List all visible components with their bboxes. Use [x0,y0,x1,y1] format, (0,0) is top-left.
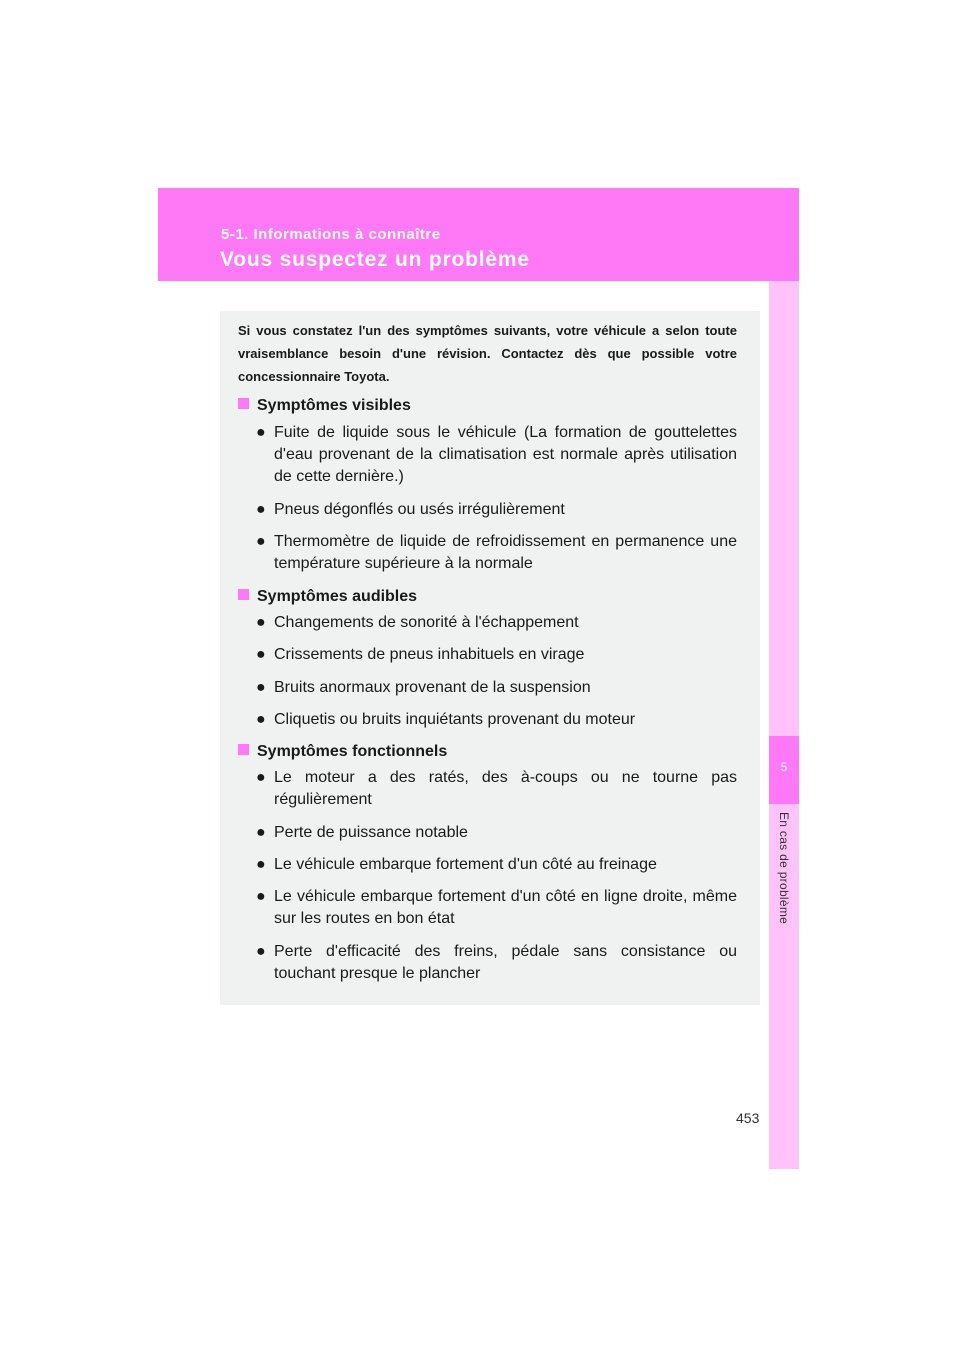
section-label: 5-1. Informations à connaître [221,226,441,243]
bullet-icon: ● [256,424,266,441]
list-item: ● Changements de sonorité à l'échappement [256,612,737,634]
intro-text: Si vous constatez l'un des symptômes suivants, votre véhicule a selon toute vraisemblance besoin d'une révision. Contactez dès que possible votre concessionnaire Toyota. [238,323,737,384]
bullet-icon: ● [256,614,266,631]
chapter-tab [769,736,799,804]
list-item: ● Bruits anormaux provenant de la suspension [256,677,737,699]
list-item: ● Pneus dégonflés ou usés irrégulièrement [256,499,737,521]
chapter-number: 5 [780,760,788,774]
group-heading-functional: Symptômes fonctionnels [238,743,447,761]
bullet-icon: ● [256,646,266,663]
bullet-icon: ● [256,769,266,786]
list-item: ● Fuite de liquide sous le véhicule (La formation de gouttelettes d'eau provenant de la climatisation est normale après utilisation de cette dernière.) [256,424,737,485]
group-heading-audible: Symptômes audibles [238,588,417,606]
list-item: ● Perte d'efficacité des freins, pédale sans consistance ou touchant presque le plancher [256,943,737,982]
section-header [158,188,799,281]
group-heading-visible: Symptômes visibles [238,397,411,415]
chapter-title: En cas de problème [777,812,791,925]
square-bullet-icon [238,398,249,409]
bullet-icon: ● [256,856,266,873]
list-item: ● Thermomètre de liquide de refroidissement en permanence une température supérieure à la normale [256,533,737,572]
list-item: ● Cliquetis ou bruits inquiétants provenant du moteur [256,709,737,731]
page-number: 453 [736,1110,760,1126]
bullet-icon: ● [256,533,266,550]
square-bullet-icon [238,589,249,600]
page-title: Vous suspectez un problème [220,248,530,271]
list-item: ● Crissements de pneus inhabituels en virage [256,644,737,666]
bullet-icon: ● [256,711,266,728]
list-item: ● Le véhicule embarque fortement d'un côté au freinage [256,854,737,876]
bullet-icon: ● [256,501,266,518]
square-bullet-icon [238,744,249,755]
bullet-icon: ● [256,679,266,696]
bullet-icon: ● [256,824,266,841]
list-item: ● Le véhicule embarque fortement d'un côté en ligne droite, même sur les routes en bon état [256,888,737,927]
content-box [220,311,760,1005]
bullet-icon: ● [256,943,266,960]
list-item: ● Le moteur a des ratés, des à-coups ou ne tourne pas régulièrement [256,769,737,808]
list-item: ● Perte de puissance notable [256,822,737,844]
side-strip [769,281,799,1169]
bullet-icon: ● [256,888,266,905]
